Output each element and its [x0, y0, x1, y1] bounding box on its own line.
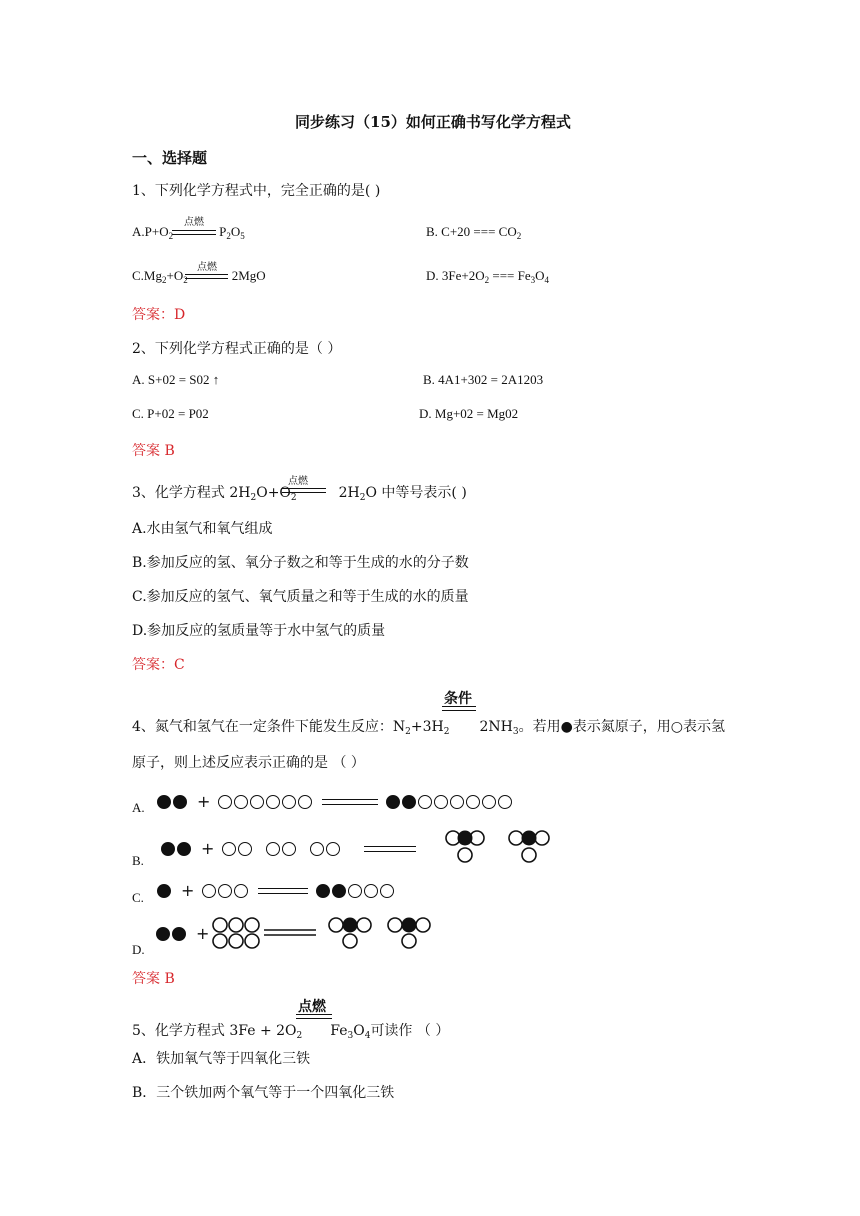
q4-option-b-ammonia-molecules	[444, 828, 554, 864]
question-4-stem-line-2: 原子，则上述反应表示正确的是 （ ）	[132, 755, 365, 771]
q1-answer: 答案：D	[132, 307, 186, 323]
q4-condition: 条件	[444, 691, 472, 707]
q4-option-a-label: A.	[132, 800, 145, 815]
q2-answer: 答案 B	[132, 443, 175, 459]
q3-option-a: A.水由氢气和氧气组成	[132, 521, 273, 537]
q1-c-equals-sign	[185, 274, 228, 279]
q4-option-d-molecules	[212, 916, 442, 952]
q1-option-d: D. $3Fe+2O_2$ === $Fe_3O_4$	[426, 268, 549, 285]
q3-answer: 答案：C	[132, 657, 185, 673]
q3-equals-sign	[282, 488, 326, 493]
q3-option-d: D.参加反应的氢质量等于水中氢气的质量	[132, 623, 386, 639]
question-3-stem: 3、化学方程式 $2H_2O+O_2$ $2H_2O$ 中等号表示( )	[132, 485, 467, 503]
q1-c-condition: 点燃	[197, 262, 217, 273]
q5-equals-sign	[296, 1014, 332, 1019]
section-heading: 一、选择题	[132, 149, 208, 167]
q3-option-b: B.参加反应的氢、氧分子数之和等于生成的水的分子数	[132, 555, 469, 571]
q1-a-condition: 点燃	[184, 217, 204, 228]
q3-condition: 点燃	[288, 476, 308, 487]
q4-option-c-label: C.	[132, 890, 144, 905]
q1-option-b: B. C+20 === $CO_2$	[426, 224, 522, 241]
q2-option-c: C. P+02 = P02	[132, 406, 209, 421]
q1-option-a: $A.P+O_2$ $P_2O_5$	[132, 224, 245, 241]
q2-option-d: D. Mg+02 = Mg02	[419, 406, 519, 421]
question-5-stem: 5、化学方程式 $3Fe + 2O_2$ $Fe_3O_4$可读作 （ ）	[132, 1023, 450, 1041]
q1-option-c: $C.Mg_2+O_2$ 2MgO	[132, 268, 266, 285]
q5-option-a: A．铁加氧气等于四氧化三铁	[132, 1051, 311, 1067]
q2-option-a: A. S+02 = S02 ↑	[132, 372, 220, 387]
q4-option-b-label: B.	[132, 853, 144, 868]
q3-option-c: C.参加反应的氢气、氧气质量之和等于生成的水的质量	[132, 589, 469, 605]
question-1-stem: 1、下列化学方程式中，完全正确的是( )	[132, 183, 381, 199]
q4-option-b-diagram: +	[161, 838, 424, 858]
q2-option-b: B. 4A1+302 = 2A1203	[423, 372, 544, 387]
q5-option-b: B．三个铁加两个氧气等于一个四氧化三铁	[132, 1085, 395, 1101]
page-title: 同步练习（15）如何正确书写化学方程式	[295, 113, 571, 131]
question-4-stem-line-1: 4、氮气和氢气在一定条件下能发生反应：$N_2+3H_2$ $2NH_3$。若用●表示氮原子，用○表示氢	[132, 719, 726, 737]
q4-option-c-diagram: +	[157, 880, 396, 900]
q4-option-a-diagram: +	[157, 791, 514, 811]
q4-equals-sign	[442, 706, 476, 711]
q4-answer: 答案 B	[132, 971, 175, 987]
question-2-stem: 2、下列化学方程式正确的是（ ）	[132, 341, 342, 357]
q1-a-equals-sign	[172, 230, 216, 235]
q5-condition: 点燃	[298, 999, 326, 1015]
q4-option-d-diagram: +	[156, 923, 217, 943]
q4-option-d-label: D.	[132, 942, 145, 957]
